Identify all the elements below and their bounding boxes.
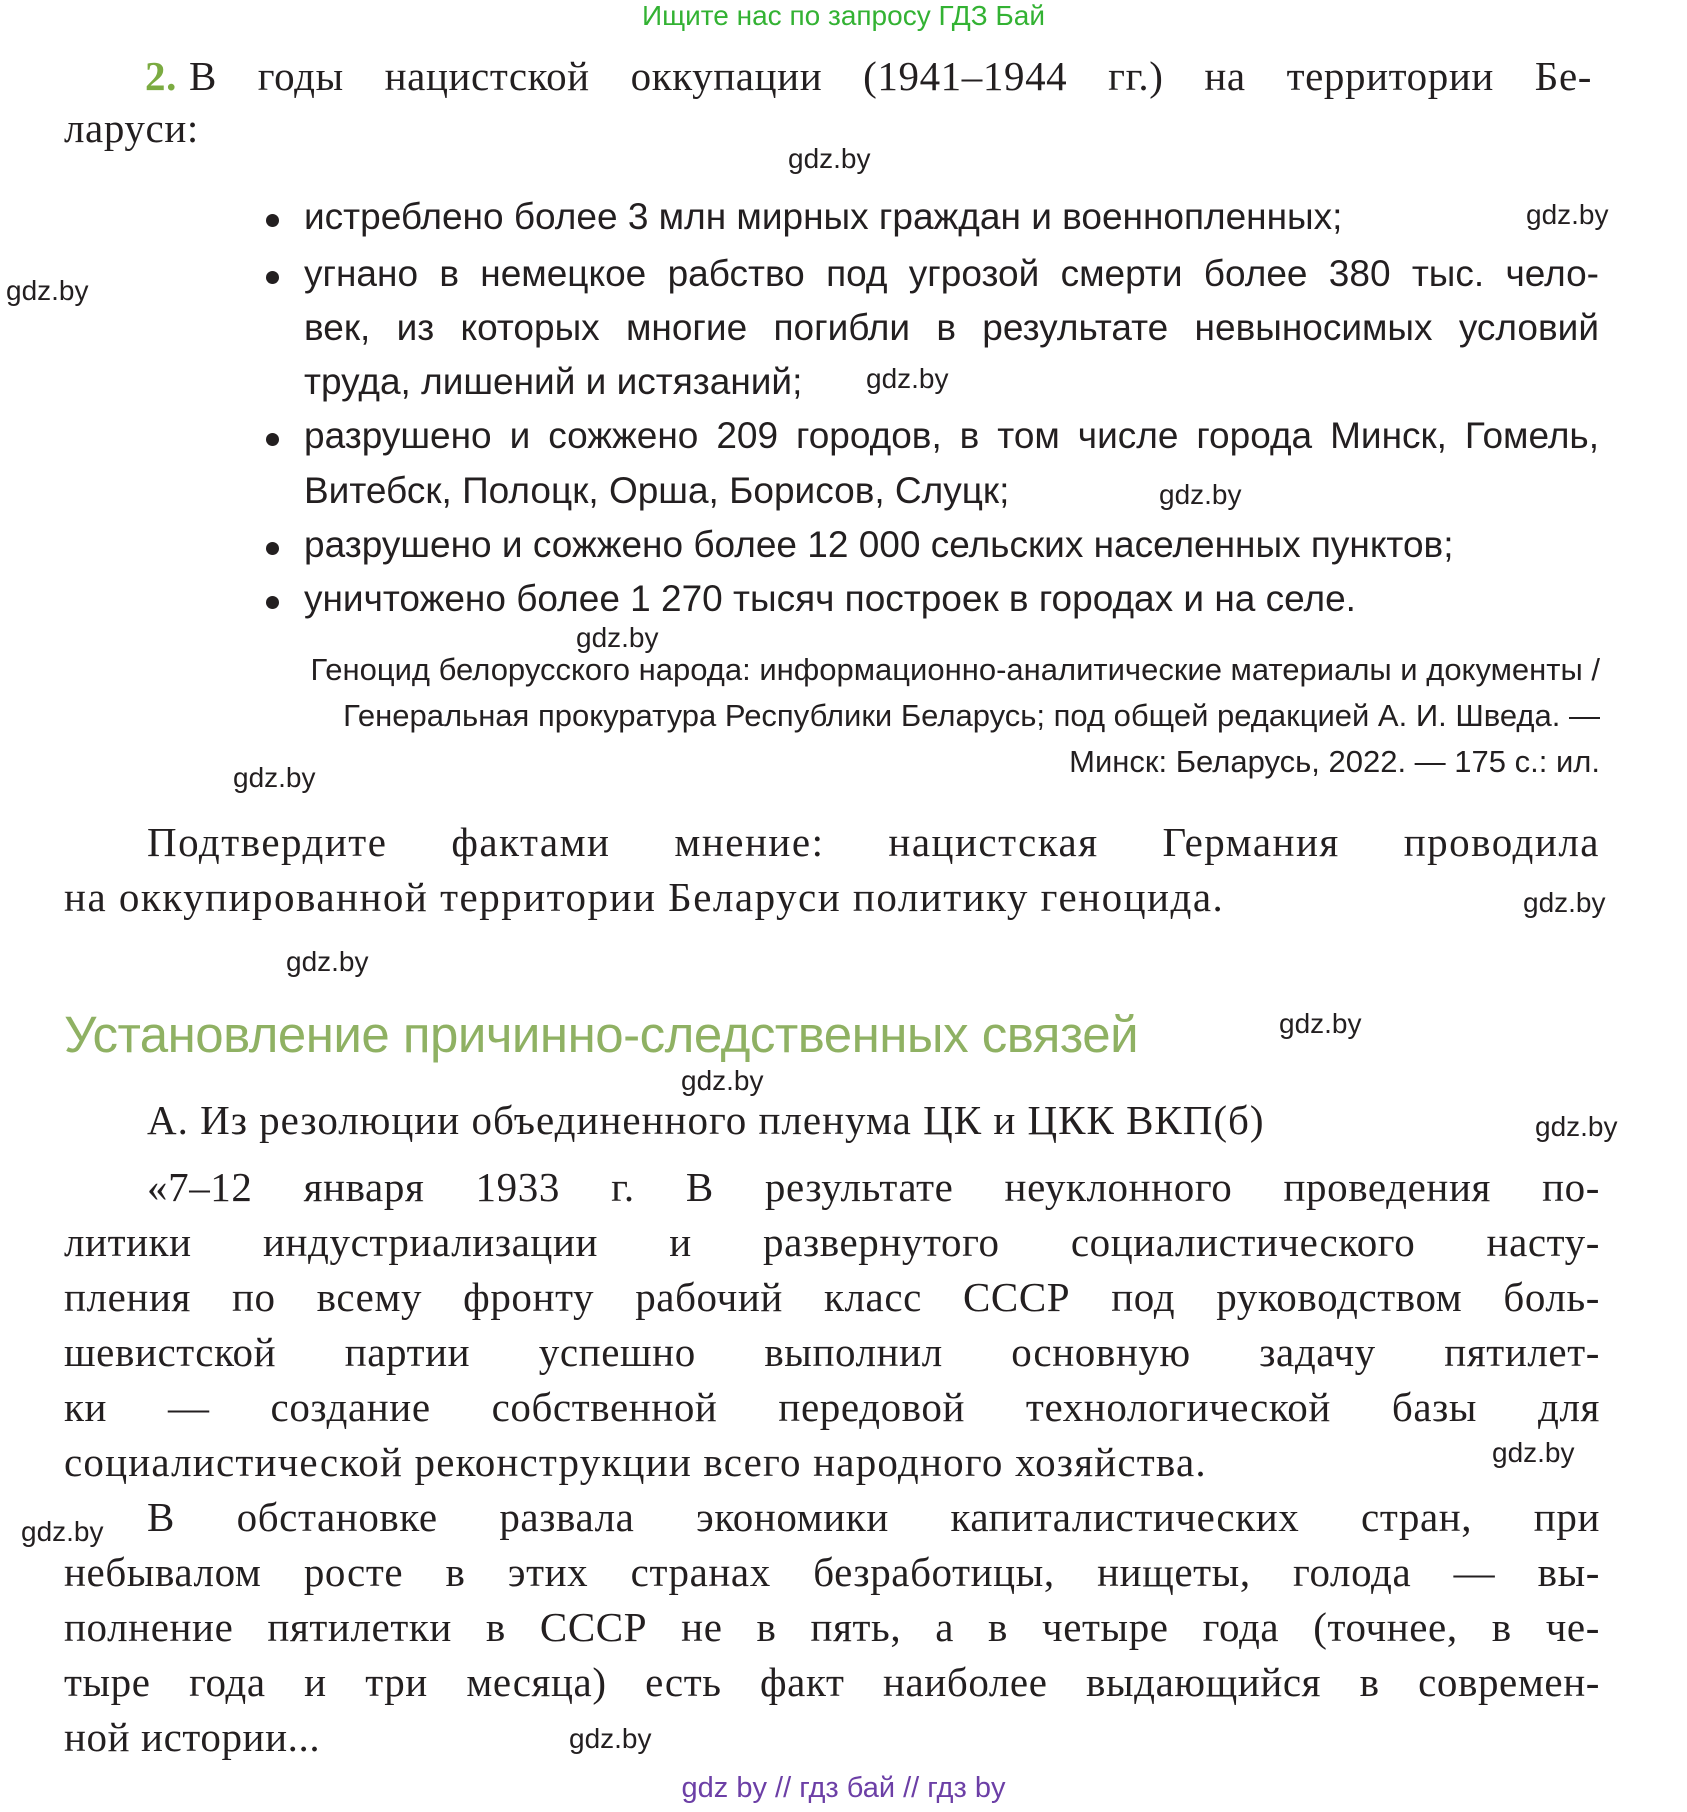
watermark: gdz.by [788, 143, 871, 174]
task-intro-line-1: 2. В годы нацистской оккупации (1941–1944 гг.) на территории Бе- [145, 53, 1592, 99]
list-item: истреблено более 3 млн мирных граждан и военнопленных; [304, 196, 1343, 237]
bullet-dot [266, 214, 279, 227]
quote-line: «7–12 января 1933 г. В результате неуклонного проведения по- [147, 1164, 1600, 1210]
watermark: gdz.by [576, 622, 659, 653]
source-line-2: Генеральная прокуратура Республики Беларусь; под общей редакцией А. И. Шведа. — [343, 698, 1600, 733]
source-line-3: Минск: Беларусь, 2022. — 175 с.: ил. [1069, 744, 1600, 779]
question-line-2: на оккупированной территории Беларуси политику геноцида. [64, 874, 1225, 920]
section-heading: Установление причинно-следственных связей [64, 1006, 1139, 1063]
list-item-continuation: Витебск, Полоцк, Орша, Борисов, Слуцк; [304, 470, 1010, 511]
task-intro-line-2: ларуси: [64, 105, 199, 151]
watermark: gdz.by [233, 762, 316, 793]
list-item: разрушено и сожжено 209 городов, в том числе города Минск, Гомель, [304, 415, 1599, 456]
quote-line: шевистской партии успешно выполнил основную задачу пятилет- [64, 1329, 1600, 1375]
quote-line: небывалом росте в этих странах безработицы, нищеты, голода — вы- [64, 1549, 1600, 1595]
quote-line: В обстановке развала экономики капиталистических стран, при [147, 1494, 1600, 1540]
quote-line: тыре года и три месяца) есть факт наиболее выдающийся в современ- [64, 1659, 1600, 1705]
watermark: gdz.by [1526, 199, 1609, 230]
question-line-1: Подтвердите фактами мнение: нацистская Германия проводила [147, 819, 1600, 865]
watermark: gdz.by [866, 363, 949, 394]
footer-watermark: gdz by // гдз бай // гдз by [681, 1772, 1006, 1804]
bullet-dot [266, 596, 279, 609]
watermark: gdz.by [1492, 1437, 1575, 1468]
watermark: gdz.by [1523, 887, 1606, 918]
bullet-dot [266, 542, 279, 555]
bullet-dot [266, 271, 279, 284]
list-item: разрушено и сожжено более 12 000 сельских населенных пунктов; [304, 524, 1454, 565]
watermark: gdz.by [21, 1516, 104, 1547]
watermark: gdz.by [1279, 1008, 1362, 1039]
quote-line: пления по всему фронту рабочий класс СССР под руководством боль- [64, 1274, 1600, 1320]
watermark: gdz.by [1159, 479, 1242, 510]
task-number: 2. [145, 53, 177, 99]
list-item-continuation: век, из которых многие погибли в результате невыносимых условий [304, 307, 1599, 348]
quote-line: ки — создание собственной передовой технологической базы для [64, 1384, 1600, 1430]
quote-line: социалистической реконструкции всего народного хозяйства. [64, 1439, 1207, 1485]
watermark: gdz.by [6, 275, 89, 306]
search-banner: Ищите нас по запросу ГДЗ Бай [641, 0, 1046, 31]
watermark: gdz.by [1535, 1111, 1618, 1142]
bullet-dot [266, 433, 279, 446]
resolution-subheading: А. Из резолюции объединенного пленума ЦК и ЦКК ВКП(б) [147, 1097, 1265, 1143]
list-item: угнано в немецкое рабство под угрозой смерти более 380 тыс. чело- [304, 253, 1599, 294]
watermark: gdz.by [569, 1723, 652, 1754]
quote-line: литики индустриализации и развернутого социалистического насту- [64, 1219, 1600, 1265]
watermark: gdz.by [681, 1065, 764, 1096]
watermark: gdz.by [286, 946, 369, 977]
source-line-1: Геноцид белорусского народа: информационно-аналитические материалы и документы / [310, 652, 1600, 687]
quote-line: полнение пятилетки в СССР не в пять, а в четыре года (точнее, в че- [64, 1604, 1600, 1650]
list-item: уничтожено более 1 270 тысяч построек в городах и на селе. [304, 578, 1356, 619]
list-item-continuation: труда, лишений и истязаний; [304, 361, 803, 402]
quote-line: ной истории... [64, 1714, 321, 1760]
